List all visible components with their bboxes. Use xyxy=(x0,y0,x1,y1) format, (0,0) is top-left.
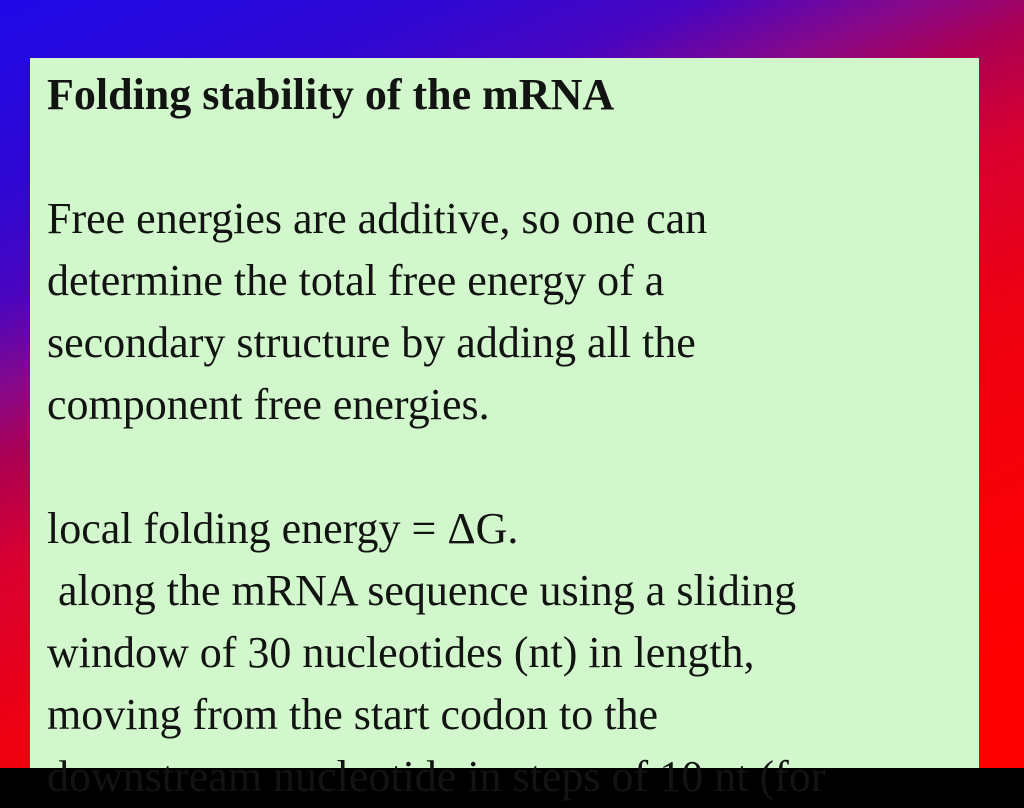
body-line: moving from the start codon to the xyxy=(47,690,658,739)
blank-line xyxy=(47,436,965,498)
body-line: local folding energy = ΔG. xyxy=(47,504,519,553)
body-line: downstream nucleotide in steps of 10 nt (for xyxy=(47,752,826,801)
blank-line xyxy=(47,126,965,188)
slide-title: Folding stability of the mRNA xyxy=(47,70,615,119)
body-line: secondary structure by adding all the xyxy=(47,318,696,367)
body-line: along the mRNA sequence using a sliding xyxy=(47,566,797,615)
content-box xyxy=(30,58,979,801)
body-line: window of 30 nucleotides (nt) in length, xyxy=(47,628,755,677)
body-line: determine the total free energy of a xyxy=(47,256,665,305)
body-line: Free energies are additive, so one can xyxy=(47,194,708,243)
body-line: component free energies. xyxy=(47,380,490,429)
